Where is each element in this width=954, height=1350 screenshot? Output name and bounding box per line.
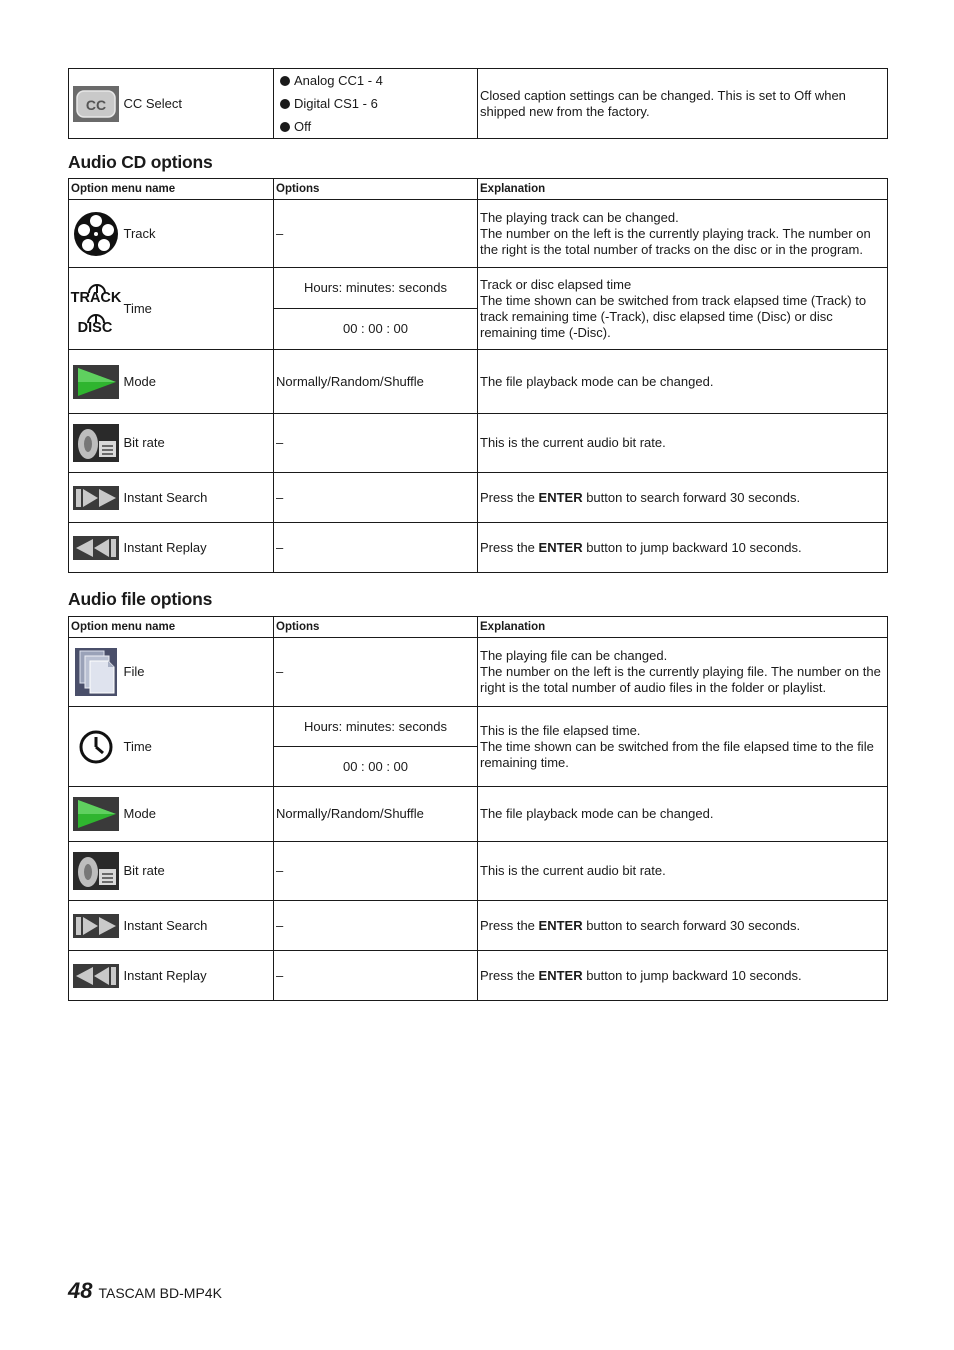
bullet-icon [280, 76, 290, 86]
audio-cd-table [68, 178, 888, 573]
bullet-icon [280, 122, 290, 132]
option-values: Normally/Random/Shuffle [274, 350, 478, 414]
option-name: Mode [123, 350, 274, 414]
option-bullet-item: Analog CC1 - 4 [280, 69, 475, 92]
explanation: The playing track can be changed. The number on the left is the currently playing track. The number on the right is the total number of tracks on the disc or in the program. [478, 200, 888, 268]
option-values: – [274, 951, 478, 1001]
audio-file-table [68, 616, 888, 1001]
bitrate-icon-cell [69, 842, 123, 901]
option-bullet-item: Off [280, 115, 475, 138]
table-row [69, 523, 888, 573]
explanation: This is the current audio bit rate. [478, 414, 888, 473]
option-name: Bit rate [123, 842, 274, 901]
header-explanation: Explanation [478, 179, 888, 200]
replay-icon-cell [69, 951, 123, 1001]
option-values: – [274, 473, 478, 523]
table-row [69, 473, 888, 523]
explanation: Track or disc elapsed time The time shown can be switched from track elapsed time (Track) to track remaining time (-Track), disc elapsed time (Disc) or disc remaining time (-Disc). [478, 268, 888, 350]
table-row [69, 842, 888, 901]
option-values [274, 69, 478, 139]
rewind-icon [72, 535, 120, 561]
header-option-menu-name: Option menu name [69, 617, 274, 638]
explanation: This is the current audio bit rate. [478, 842, 888, 901]
explanation: The file playback mode can be changed. [478, 350, 888, 414]
option-name: CC Select [123, 69, 274, 139]
replay-icon-cell [69, 523, 123, 573]
explanation: The playing file can be changed. The number on the left is the currently playing file. The number on the right is the total number of audio files in the folder or playlist. [478, 638, 888, 707]
table-header-row [69, 179, 888, 200]
closed-caption-icon [72, 85, 120, 123]
play-mode-icon [72, 364, 120, 400]
bullet-icon [280, 99, 290, 109]
bitrate-icon-cell [69, 414, 123, 473]
explanation: Press the ENTER button to jump backward 10 seconds. [478, 523, 888, 573]
header-explanation: Explanation [478, 617, 888, 638]
file-icon [74, 647, 118, 697]
fast-forward-icon [72, 913, 120, 939]
option-values: Normally/Random/Shuffle [274, 787, 478, 842]
svg-text:DISC: DISC [77, 319, 113, 336]
explanation: Closed caption settings can be changed. This is set to Off when shipped new from the factory. [478, 69, 888, 139]
search-icon-cell [69, 901, 123, 951]
option-values: – [274, 523, 478, 573]
option-bullet-item: Digital CS1 - 6 [280, 92, 475, 115]
header-options: Options [274, 617, 478, 638]
fast-forward-icon [72, 485, 120, 511]
explanation: Press the ENTER button to search forward 30 seconds. [478, 901, 888, 951]
option-values: – [274, 200, 478, 268]
file-icon-cell [69, 638, 123, 707]
model-name: TASCAM BD-MP4K [98, 1285, 222, 1301]
svg-text:TRACK: TRACK [70, 289, 122, 306]
explanation: The file playback mode can be changed. [478, 787, 888, 842]
table-header-row [69, 617, 888, 638]
page-footer [68, 1278, 222, 1304]
header-option-menu-name: Option menu name [69, 179, 274, 200]
option-name: Instant Search [123, 473, 274, 523]
option-name: Track [123, 200, 274, 268]
table-row [69, 638, 888, 707]
table-row [69, 268, 888, 309]
option-value-time: 00 : 00 : 00 [274, 309, 478, 350]
film-reel-icon [72, 209, 120, 259]
header-options: Options [274, 179, 478, 200]
time-icon-cell [69, 268, 123, 350]
clock-icon [78, 729, 114, 765]
option-values: – [274, 842, 478, 901]
table-row [69, 901, 888, 951]
table-row [69, 350, 888, 414]
cc-icon-cell [69, 69, 123, 139]
table-row [69, 200, 888, 268]
option-name: Time [123, 707, 274, 787]
explanation: Press the ENTER button to search forward 30 seconds. [478, 473, 888, 523]
option-value-time: 00 : 00 : 00 [274, 747, 478, 787]
explanation: This is the file elapsed time. The time shown can be switched from the file elapsed time to the file remaining time. [478, 707, 888, 787]
section-title-audio-cd: Audio CD options [68, 152, 213, 172]
option-name: Instant Replay [123, 523, 274, 573]
table-row [69, 69, 888, 139]
option-values: – [274, 414, 478, 473]
page-number: 48 [68, 1278, 93, 1303]
search-icon-cell [69, 473, 123, 523]
bit-rate-icon [72, 851, 120, 891]
option-values: – [274, 901, 478, 951]
track-icon-cell [69, 200, 123, 268]
option-name: File [123, 638, 274, 707]
option-values: – [274, 638, 478, 707]
option-value-format: Hours: minutes: seconds [274, 268, 478, 309]
table-row [69, 414, 888, 473]
section-title-audio-file: Audio file options [68, 589, 213, 609]
explanation: Press the ENTER button to jump backward 10 seconds. [478, 951, 888, 1001]
time-icon-cell [69, 707, 123, 787]
rewind-icon [72, 963, 120, 989]
play-mode-icon [72, 796, 120, 832]
table-row [69, 707, 888, 747]
mode-icon-cell [69, 787, 123, 842]
option-name: Mode [123, 787, 274, 842]
cc-select-table [68, 68, 888, 139]
svg-text:CC: CC [85, 96, 106, 113]
bit-rate-icon [72, 423, 120, 463]
option-name: Instant Replay [123, 951, 274, 1001]
table-row [69, 787, 888, 842]
track-disc-time-icon [69, 279, 123, 339]
option-name: Instant Search [123, 901, 274, 951]
option-name: Bit rate [123, 414, 274, 473]
option-value-format: Hours: minutes: seconds [274, 707, 478, 747]
mode-icon-cell [69, 350, 123, 414]
option-name: Time [123, 268, 274, 350]
table-row [69, 951, 888, 1001]
